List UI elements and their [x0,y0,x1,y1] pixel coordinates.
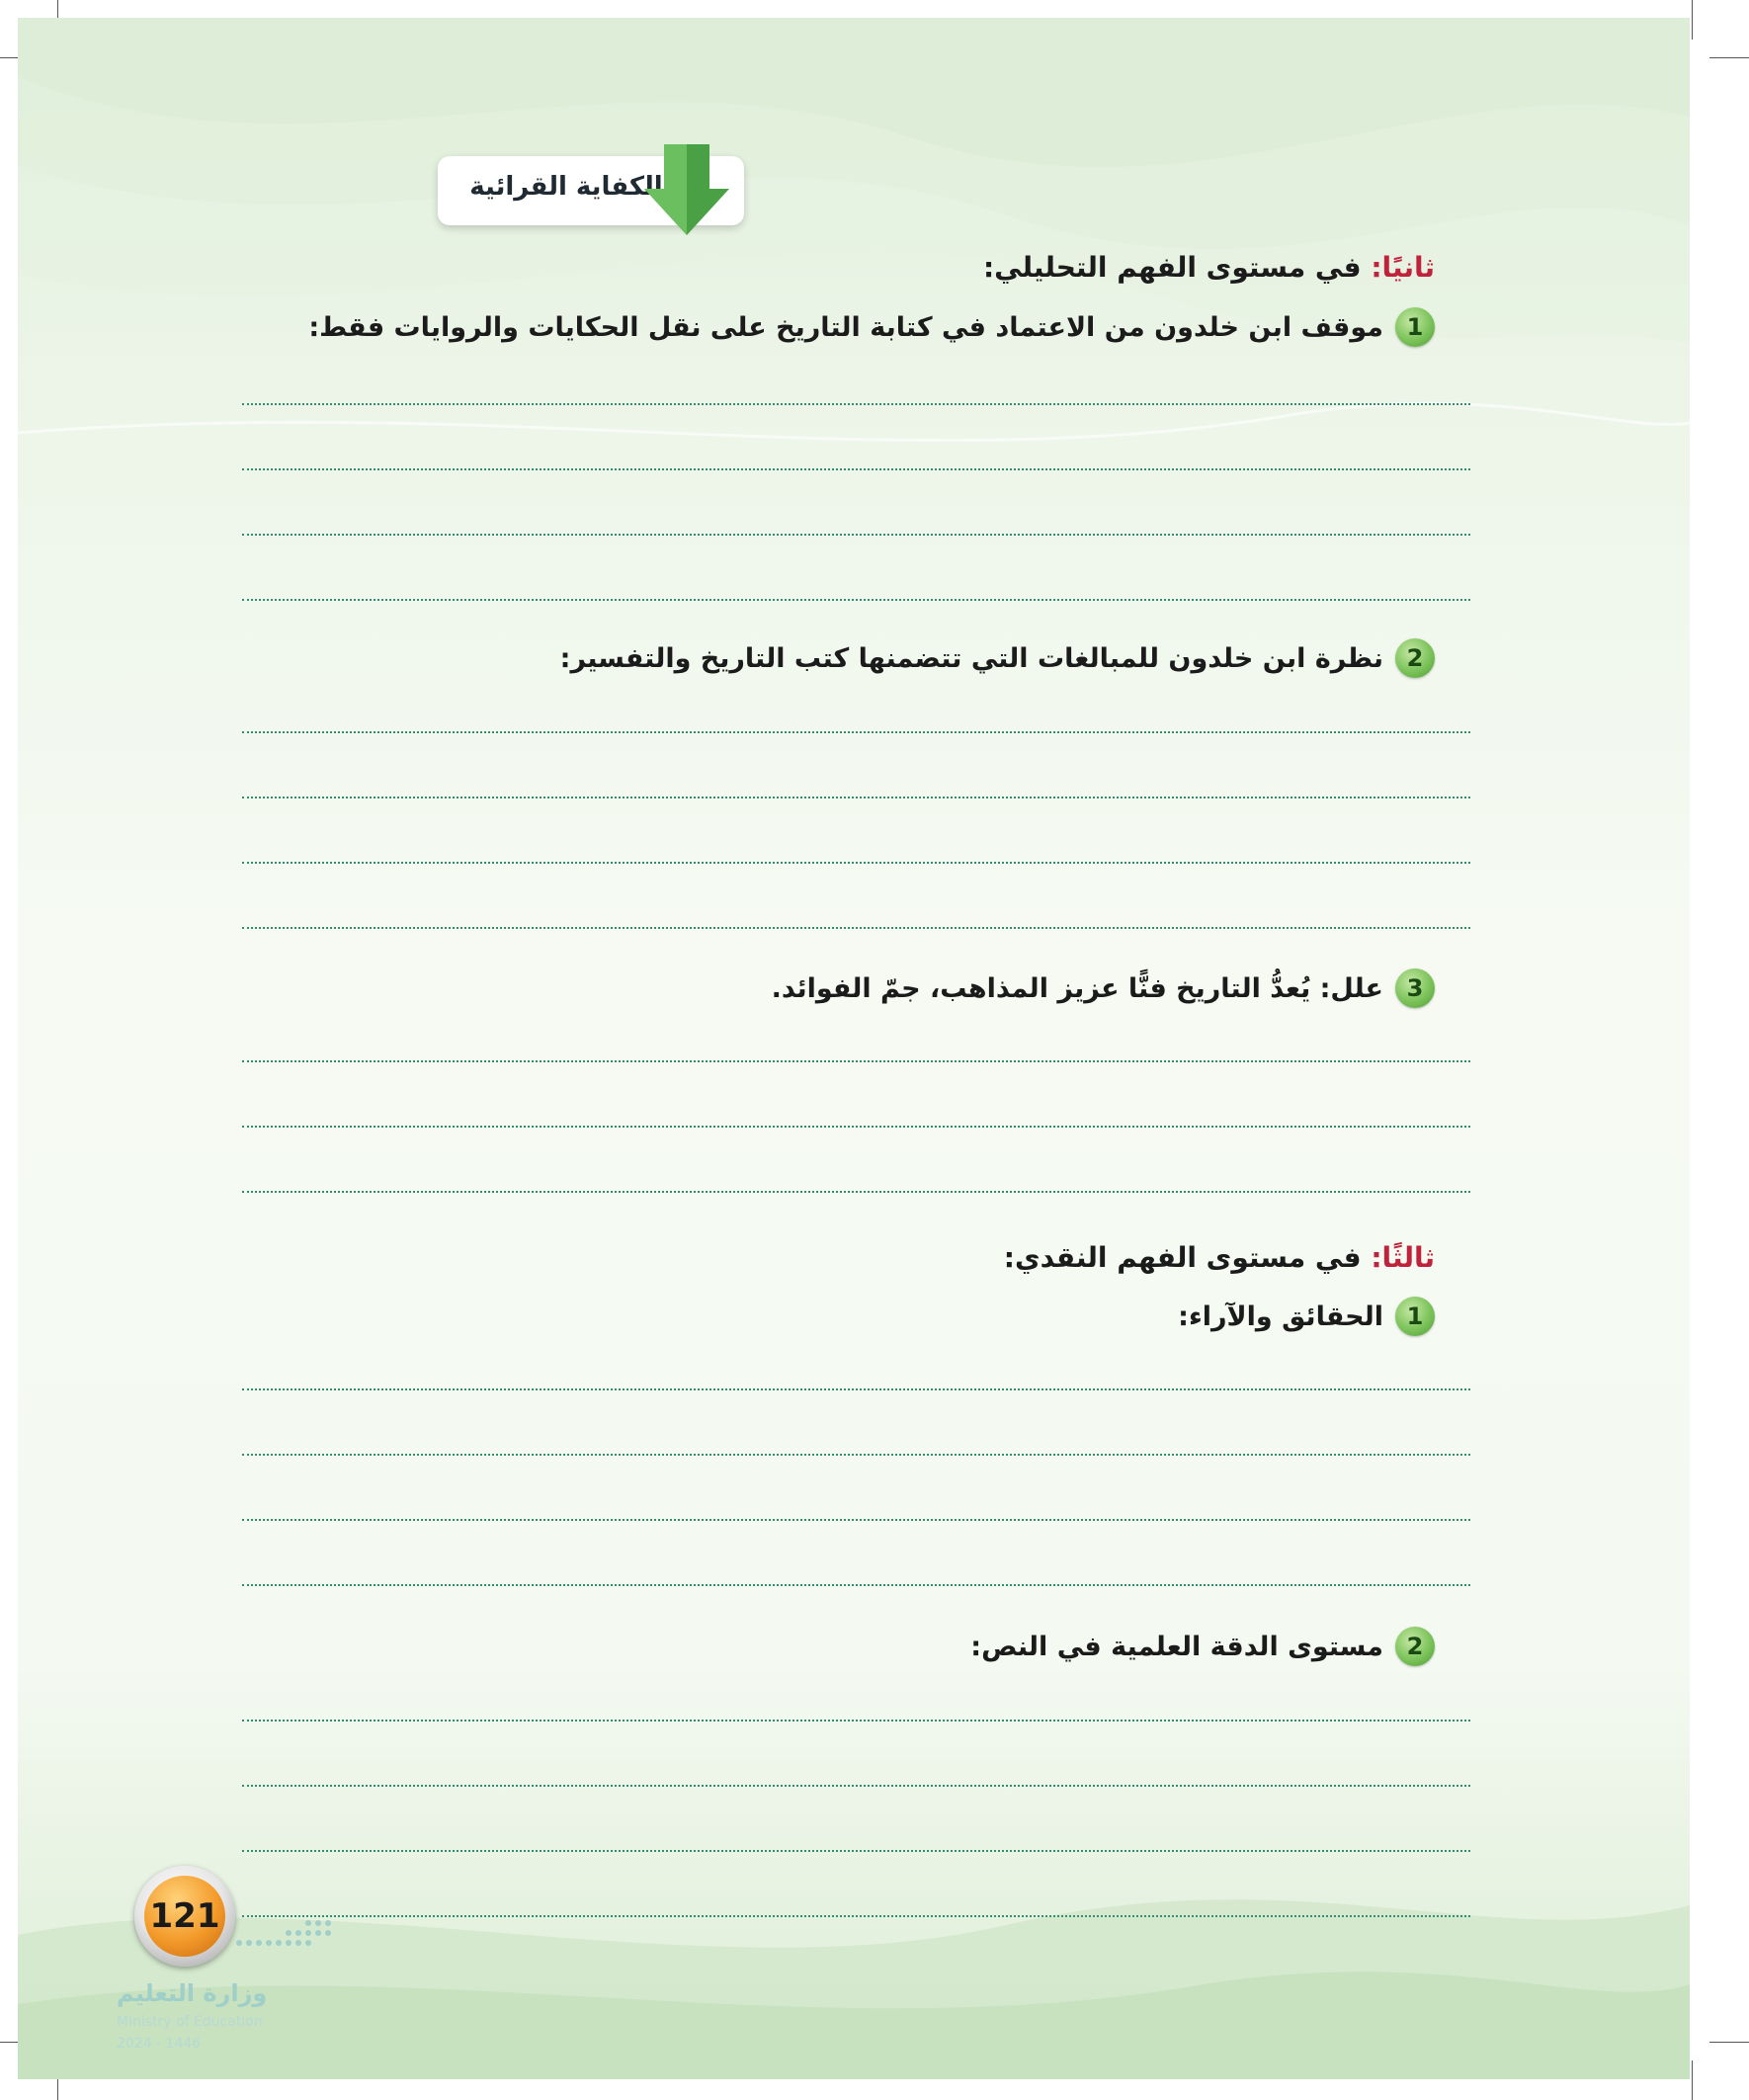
answer-line[interactable] [242,1915,1470,1917]
answer-line[interactable] [242,1519,1470,1521]
section-heading-critical [1004,1241,1435,1274]
number-badge: 2 [1395,638,1435,678]
answer-line[interactable] [242,1584,1470,1586]
answer-line[interactable] [242,1060,1470,1062]
answer-line[interactable] [242,599,1470,601]
question-text: موقف ابن خلدون من الاعتماد في كتابة التاريخ على نقل الحكايات والروايات فقط: [308,311,1383,343]
worksheet-page [18,18,1690,2079]
answer-line[interactable] [242,534,1470,536]
number-badge: 3 [1395,968,1435,1008]
down-arrow-icon [642,144,731,238]
heading-text: في مستوى الفهم التحليلي: [982,251,1362,284]
question-item [772,968,1435,1008]
answer-line[interactable] [242,797,1470,798]
answer-line[interactable] [242,1785,1470,1787]
question-item [1178,1297,1435,1336]
question-item [308,307,1435,347]
number-badge: 1 [1395,1297,1435,1336]
ministry-name-ar: وزارة التعليم [117,1979,268,2007]
crop-mark-top-right-v [1692,0,1693,40]
answer-line[interactable] [242,468,1470,470]
answer-line[interactable] [242,1191,1470,1193]
crop-mark-top-right-h [1709,57,1749,58]
question-text: نظرة ابن خلدون للمبالغات التي تتضمنها كتب التاريخ والتفسير: [559,642,1383,674]
answer-line[interactable] [242,1454,1470,1456]
section-heading-analytical [983,251,1435,284]
answer-line[interactable] [242,403,1470,405]
answer-line[interactable] [242,927,1470,929]
ministry-name-en: Ministry of Education [117,2014,263,2030]
crop-mark-bottom-right-h [1709,2042,1749,2043]
answer-line[interactable] [242,1850,1470,1852]
answer-line[interactable] [242,731,1470,733]
question-text: الحقائق والآراء: [1178,1301,1383,1332]
answer-line[interactable] [242,862,1470,864]
page-number-badge [134,1866,235,1967]
question-item [970,1627,1435,1666]
number-badge: 2 [1395,1627,1435,1666]
heading-text: في مستوى الفهم النقدي: [1003,1241,1362,1274]
heading-ordinal: ثانيًا: [1371,251,1435,284]
answer-line[interactable] [242,1388,1470,1390]
crop-mark-bottom-right-v [1692,2060,1693,2100]
answer-line[interactable] [242,1126,1470,1128]
question-text: مستوى الدقة العلمية في النص: [970,1631,1383,1662]
answer-line[interactable] [242,1720,1470,1722]
question-text: علل: يُعدُّ التاريخ فنًّا عزيز المذاهب، جمّ الفوائد. [771,972,1383,1004]
edition-year: 2024 - 1446 [117,2036,202,2052]
question-item [560,638,1435,678]
page-number: 121 [144,1876,225,1957]
ministry-logo-dots [233,1913,342,1953]
number-badge: 1 [1395,307,1435,347]
section-title: الكفاية القرائية [469,172,663,202]
heading-ordinal: ثالثًا: [1371,1241,1435,1274]
